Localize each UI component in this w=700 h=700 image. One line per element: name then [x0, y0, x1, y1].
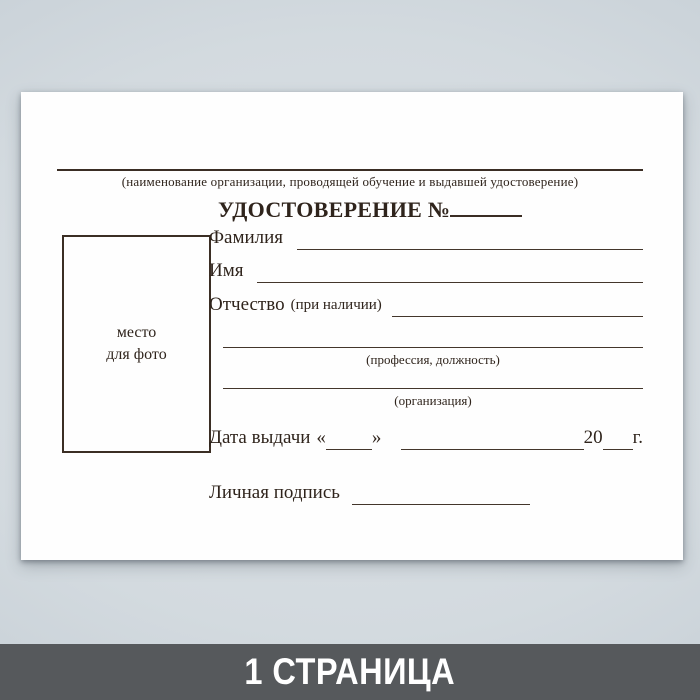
photo-placeholder-line1: место — [116, 324, 157, 342]
organization-name-rule — [57, 169, 643, 171]
patronymic-row — [209, 293, 643, 317]
issue-date-row — [209, 426, 643, 450]
patronymic-blank — [392, 293, 643, 317]
month-blank — [401, 426, 583, 450]
year-prefix: 20 — [583, 427, 603, 448]
certificate-number-blank — [450, 195, 522, 217]
page-count-banner — [0, 644, 700, 700]
certificate-page — [21, 92, 683, 560]
page-count-label: 1 СТРАНИЦА — [244, 651, 456, 692]
close-quote: » — [371, 427, 382, 448]
certificate-title — [218, 195, 522, 223]
patronymic-note: (при наличии) — [290, 297, 382, 313]
organization-blank — [223, 388, 643, 389]
photo-placeholder-line2: для фото — [106, 346, 167, 363]
signature-label: Личная подпись — [209, 482, 340, 503]
profession-caption: (профессия, должность) — [366, 352, 500, 367]
year-blank — [603, 426, 633, 450]
photo-placeholder-box — [62, 235, 211, 453]
day-blank — [326, 426, 372, 450]
open-quote: « — [316, 427, 326, 448]
certificate-title-text: УДОСТОВЕРЕНИЕ № — [218, 197, 451, 222]
surname-blank — [297, 226, 643, 250]
surname-label: Фамилия — [209, 227, 284, 248]
surname-row — [209, 226, 643, 250]
organization-name-caption: (наименование организации, проводящей обучение и выдавшей удостоверение) — [121, 174, 579, 189]
signature-blank — [352, 481, 530, 505]
profession-blank — [223, 347, 643, 348]
signature-row — [209, 481, 643, 505]
name-label: Имя — [209, 260, 244, 281]
year-suffix: г. — [632, 427, 643, 448]
name-blank — [257, 259, 643, 283]
organization-caption: (организация) — [394, 393, 472, 408]
name-row — [209, 259, 643, 283]
issue-date-label: Дата выдачи — [209, 427, 311, 448]
patronymic-label: Отчество — [209, 294, 285, 315]
